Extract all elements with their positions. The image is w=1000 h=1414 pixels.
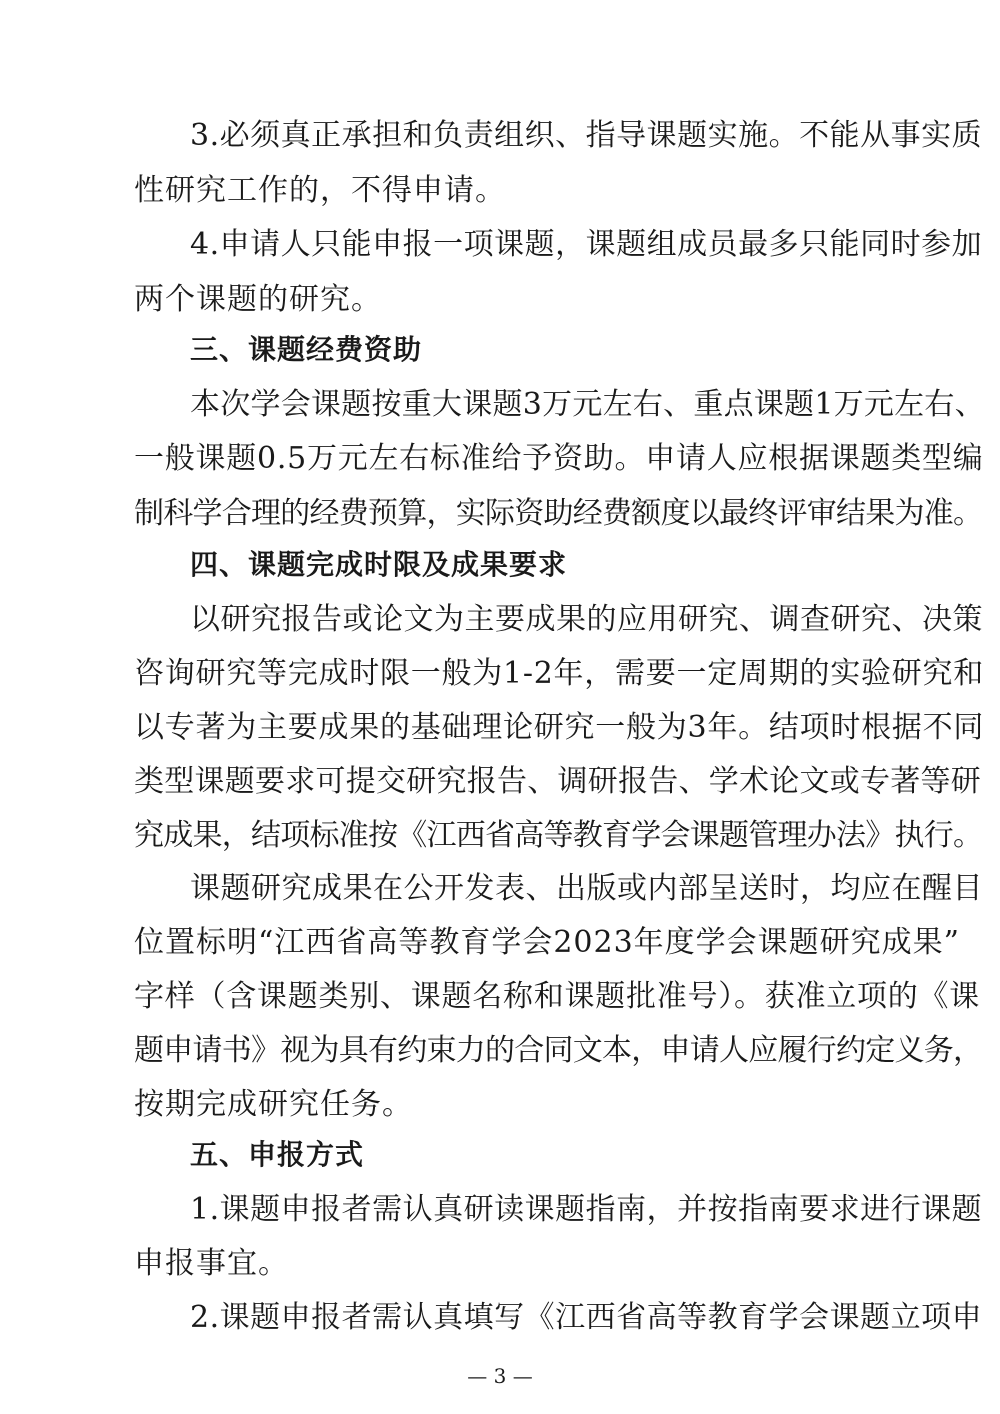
paragraph-3-line-1: 3.必须真正承担和负责组织、指导课题实施。不能从事实质 [190,118,983,153]
timeline-line-4: 类型课题要求可提交研究报告、调研报告、学术论文或专著等研 [134,764,981,799]
funding-line-2: 一般课题0.5万元左右标准给予资助。申请人应根据课题类型编 [134,441,984,476]
timeline-line-5: 究成果，结项标准按《江西省高等教育学会课题管理办法》执行。 [134,818,983,853]
funding-line-1: 本次学会课题按重大课题3万元左右、重点课题1万元左右、 [190,387,985,422]
application-item-2-line-1: 2.课题申报者需认真填写《江西省高等教育学会课题立项申 [190,1300,983,1335]
section-heading-application: 五、申报方式 [190,1138,365,1171]
section-heading-timeline: 四、课题完成时限及成果要求 [190,548,568,581]
results-line-2: 位置标明“江西省高等教育学会2023年度学会课题研究成果” [134,925,961,960]
application-item-1-line-2: 申报事宜。 [134,1246,289,1281]
results-line-4: 题申请书》视为具有约束力的合同文本，申请人应履行约定义务， [134,1033,983,1068]
section-heading-funding: 三、课题经费资助 [190,333,423,366]
paragraph-3-line-2: 性研究工作的，不得申请。 [134,173,506,208]
timeline-line-2: 咨询研究等完成时限一般为1-2年，需要一定周期的实验研究和 [134,656,985,691]
paragraph-4-line-1: 4.申请人只能申报一项课题，课题组成员最多只能同时参加 [190,227,983,262]
results-line-1: 课题研究成果在公开发表、出版或内部呈送时，均应在醒目 [190,871,983,906]
page-number: — 3 — [467,1364,533,1388]
funding-line-3: 制科学合理的经费预算，实际资助经费额度以最终评审结果为准。 [134,496,983,531]
results-line-5: 按期完成研究任务。 [134,1087,413,1122]
application-item-1-line-1: 1.课题申报者需认真研读课题指南，并按指南要求进行课题 [190,1192,983,1227]
results-line-3: 字样（含课题类别、课题名称和课题批准号）。获准立项的《课 [134,979,980,1014]
paragraph-4-line-2: 两个课题的研究。 [134,282,382,317]
timeline-line-3: 以专著为主要成果的基础理论研究一般为3年。结项时根据不同 [134,710,985,745]
timeline-line-1: 以研究报告或论文为主要成果的应用研究、调查研究、决策 [190,602,983,637]
